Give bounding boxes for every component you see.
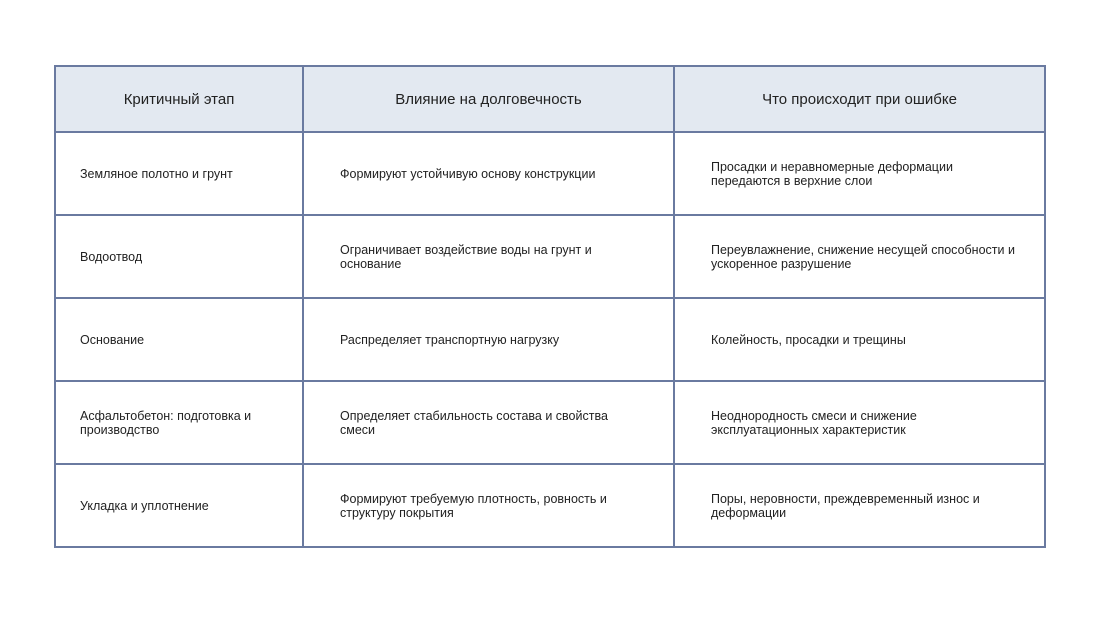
- header-row: [55, 66, 1045, 132]
- cell-impact: Формируют устойчивую основу конструкции: [303, 132, 674, 215]
- cell-error: Поры, неровности, преждевременный износ и деформации: [674, 464, 1045, 547]
- cell-stage: Водоотвод: [55, 215, 303, 298]
- table-row: [55, 381, 1045, 464]
- table-row: [55, 464, 1045, 547]
- cell-error: Неоднородность смеси и снижение эксплуатационных характеристик: [674, 381, 1045, 464]
- header-stage: Критичный этап: [55, 66, 303, 132]
- cell-error: Переувлажнение, снижение несущей способности и ускоренное разрушение: [674, 215, 1045, 298]
- durability-table: [54, 65, 1046, 548]
- cell-stage: Укладка и уплотнение: [55, 464, 303, 547]
- cell-stage: Земляное полотно и грунт: [55, 132, 303, 215]
- cell-impact: Определяет стабильность состава и свойства смеси: [303, 381, 674, 464]
- cell-impact: Распределяет транспортную нагрузку: [303, 298, 674, 381]
- table-row: [55, 132, 1045, 215]
- cell-impact: Формируют требуемую плотность, ровность и структуру покрытия: [303, 464, 674, 547]
- table-row: [55, 215, 1045, 298]
- cell-error: Колейность, просадки и трещины: [674, 298, 1045, 381]
- table-body: [55, 132, 1045, 547]
- table-header: [55, 66, 1045, 132]
- cell-stage: Асфальтобетон: подготовка и производство: [55, 381, 303, 464]
- cell-error: Просадки и неравномерные деформации передаются в верхние слои: [674, 132, 1045, 215]
- header-error: Что происходит при ошибке: [674, 66, 1045, 132]
- cell-impact: Ограничивает воздействие воды на грунт и основание: [303, 215, 674, 298]
- cell-stage: Основание: [55, 298, 303, 381]
- header-impact: Влияние на долговечность: [303, 66, 674, 132]
- table-row: [55, 298, 1045, 381]
